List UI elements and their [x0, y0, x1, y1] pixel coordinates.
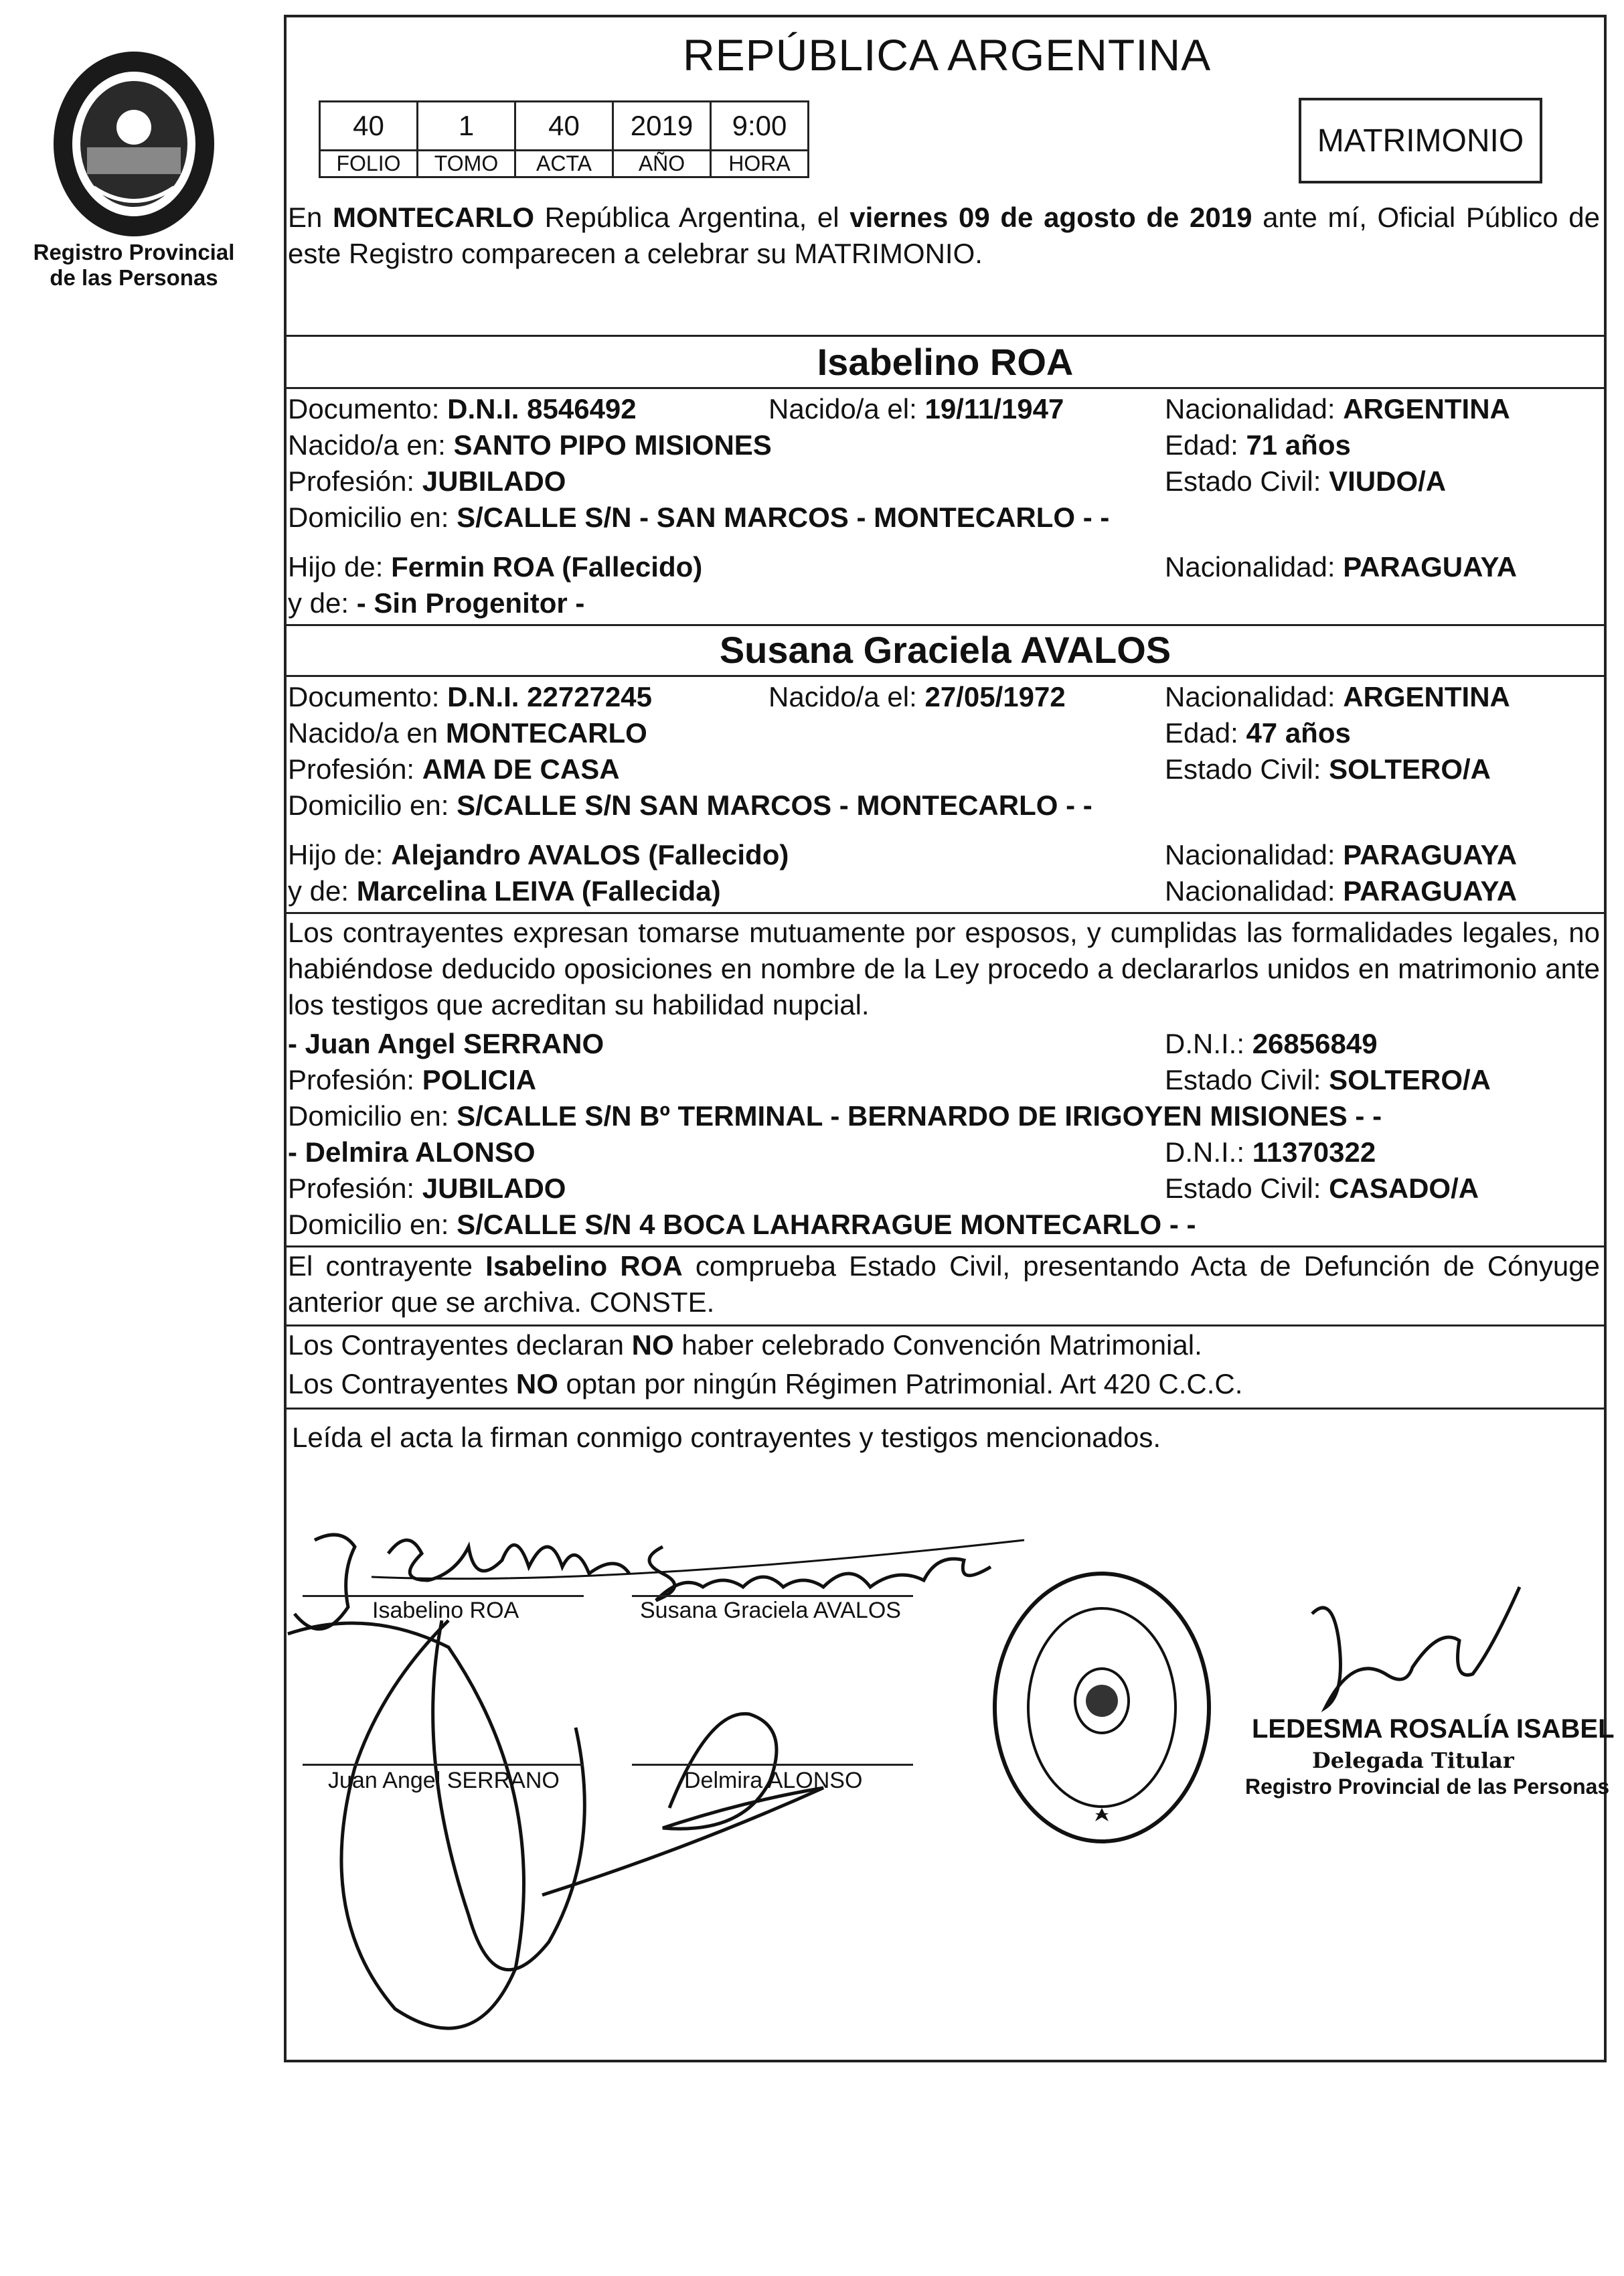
witness1-name: - Juan Angel SERRANO: [288, 1028, 604, 1059]
birthplace-value: MONTECARLO: [445, 717, 647, 749]
address-label: Domicilio en:: [288, 1209, 449, 1240]
nat-value: ARGENTINA: [1343, 393, 1510, 425]
born-label: Nacido/a el:: [768, 681, 917, 712]
note-name: Isabelino ROA: [485, 1250, 683, 1282]
signature-caption-witness2: Delmira ALONSO: [684, 1768, 863, 1793]
year-label: AÑO: [613, 151, 711, 177]
regime-text-2: optan por ningún Régimen Patrimonial. Art 420 C.C.C.: [558, 1368, 1243, 1399]
nat-label: Nacionalidad:: [1165, 681, 1335, 712]
civil-label: Estado Civil:: [1165, 465, 1321, 497]
birthplace-label: Nacido/a en:: [288, 429, 446, 461]
nat-value: PARAGUAYA: [1343, 875, 1518, 907]
civil-value: SOLTERO/A: [1329, 753, 1491, 785]
note-text-2: comprueba Estado Civil, presentando Acta de Defunción de Cónyuge anterior que se archiva. CONSTE.: [288, 1250, 1600, 1318]
doc-label: Documento:: [288, 393, 440, 425]
prof-label: Profesión:: [288, 465, 415, 497]
nat-label: Nacionalidad:: [1165, 875, 1335, 907]
mother-value: Marcelina LEIVA (Fallecida): [356, 875, 721, 907]
folio-label: FOLIO: [320, 151, 418, 177]
nat-label: Nacionalidad:: [1165, 839, 1335, 870]
regime-text-1: Los Contrayentes: [288, 1368, 516, 1399]
time-label: HORA: [711, 151, 809, 177]
father-value: Alejandro AVALOS (Fallecido): [391, 839, 789, 870]
official-name: LEDESMA ROSALÍA ISABEL: [1252, 1714, 1615, 1744]
nat-value: PARAGUAYA: [1343, 839, 1518, 870]
address-value: S/CALLE S/N Bº TERMINAL - BERNARDO DE IRIGOYEN MISIONES - -: [457, 1100, 1382, 1132]
doc-label: Documento:: [288, 681, 440, 712]
birthplace-label: Nacido/a en: [288, 717, 438, 749]
intro-text-2: República Argentina, el: [534, 202, 850, 233]
official-title: Delegada Titular: [1312, 1748, 1514, 1773]
intro-text-1: En: [288, 202, 333, 233]
acta-value: 40: [515, 102, 613, 151]
acta-label: ACTA: [515, 151, 613, 177]
prof-label: Profesión:: [288, 753, 415, 785]
civil-label: Estado Civil:: [1165, 1172, 1321, 1204]
born-value: 19/11/1947: [924, 393, 1064, 425]
convention-text-2: haber celebrado Convención Matrimonial.: [673, 1329, 1202, 1361]
doc-value: D.N.I. 22727245: [447, 681, 652, 712]
prof-label: Profesión:: [288, 1064, 415, 1095]
spouse1-name: Isabelino ROA: [817, 341, 1074, 383]
prof-value: AMA DE CASA: [422, 753, 620, 785]
birthplace-value: SANTO PIPO MISIONES: [453, 429, 772, 461]
address-value: S/CALLE S/N - SAN MARCOS - MONTECARLO - -: [457, 502, 1110, 533]
dni-value: 26856849: [1252, 1028, 1378, 1059]
nat-value: ARGENTINA: [1343, 681, 1510, 712]
signature-line-witness2: [632, 1764, 913, 1766]
tomo-label: TOMO: [418, 151, 515, 177]
prof-value: POLICIA: [422, 1064, 537, 1095]
regime-no: NO: [515, 1368, 558, 1399]
tomo-value: 1: [418, 102, 515, 151]
spouse2-name: Susana Graciela AVALOS: [719, 629, 1171, 671]
witness2-name: - Delmira ALONSO: [288, 1136, 536, 1168]
year-value: 2019: [613, 102, 711, 151]
signature-line-witness1: [303, 1764, 584, 1766]
signature-caption-witness1: Juan Angel SERRANO: [328, 1768, 560, 1793]
convention-text-1: Los Contrayentes declaran: [288, 1329, 632, 1361]
nat-label: Nacionalidad:: [1165, 551, 1335, 583]
mother-label: y de:: [288, 875, 349, 907]
dni-label: D.N.I.:: [1165, 1028, 1245, 1059]
prof-value: JUBILADO: [422, 1172, 566, 1204]
civil-value: SOLTERO/A: [1329, 1064, 1491, 1095]
address-label: Domicilio en:: [288, 1100, 449, 1132]
declaration-paragraph: Los contrayentes expresan tomarse mutuamente por esposos, y cumplidas las formalidades legales, no habiéndose deducido oposiciones en nombre de la Ley procedo a declararlos unidos en matrimonio ante los testigos que acreditan su habilidad nupcial.: [288, 917, 1600, 1020]
registry-stamp-icon: [988, 1567, 1216, 1848]
age-label: Edad:: [1165, 429, 1238, 461]
registry-caption-line2: de las Personas: [50, 265, 218, 290]
civil-value: CASADO/A: [1329, 1172, 1479, 1204]
folio-value: 40: [320, 102, 418, 151]
intro-text-3: ante mí, Oficial Público de este Registro comparecen a celebrar su MATRIMONIO.: [288, 202, 1601, 269]
signature-line-spouse1: [303, 1595, 584, 1597]
dni-label: D.N.I.:: [1165, 1136, 1245, 1168]
signature-caption-spouse2: Susana Graciela AVALOS: [640, 1598, 901, 1623]
intro-place: MONTECARLO: [333, 202, 535, 233]
civil-value: VIUDO/A: [1329, 465, 1447, 497]
born-value: 27/05/1972: [924, 681, 1066, 712]
father-label: Hijo de:: [288, 551, 384, 583]
signature-line-spouse2: [632, 1595, 913, 1597]
civil-label: Estado Civil:: [1165, 753, 1321, 785]
address-value: S/CALLE S/N SAN MARCOS - MONTECARLO - -: [457, 789, 1092, 821]
prof-value: JUBILADO: [422, 465, 566, 497]
father-label: Hijo de:: [288, 839, 384, 870]
country-title: REPÚBLICA ARGENTINA: [683, 30, 1212, 80]
closing-statement: Leída el acta la firman conmigo contrayentes y testigos mencionados.: [292, 1422, 1161, 1453]
signature-caption-spouse1: Isabelino ROA: [372, 1598, 519, 1623]
note-text-1: El contrayente: [288, 1250, 486, 1282]
address-label: Domicilio en:: [288, 789, 449, 821]
dni-value: 11370322: [1252, 1136, 1376, 1168]
address-value: S/CALLE S/N 4 BOCA LAHARRAGUE MONTECARLO - -: [457, 1209, 1196, 1240]
official-institution: Registro Provincial de las Personas: [1245, 1774, 1610, 1799]
mother-label: y de:: [288, 587, 349, 619]
intro-date: viernes 09 de agosto de 2019: [849, 202, 1252, 233]
convention-no: NO: [631, 1329, 674, 1361]
time-value: 9:00: [711, 102, 809, 151]
age-value: 47 años: [1246, 717, 1351, 749]
prof-label: Profesión:: [288, 1172, 415, 1204]
record-type-box: MATRIMONIO: [1299, 98, 1542, 183]
age-value: 71 años: [1246, 429, 1351, 461]
nat-label: Nacionalidad:: [1165, 393, 1335, 425]
mother-value: - Sin Progenitor -: [356, 587, 585, 619]
age-label: Edad:: [1165, 717, 1238, 749]
registry-caption-line1: Registro Provincial: [33, 240, 235, 264]
address-label: Domicilio en:: [288, 502, 449, 533]
civil-label: Estado Civil:: [1165, 1064, 1321, 1095]
born-label: Nacido/a el:: [768, 393, 917, 425]
doc-value: D.N.I. 8546492: [447, 393, 637, 425]
nat-value: PARAGUAYA: [1343, 551, 1518, 583]
father-value: Fermin ROA (Fallecido): [391, 551, 703, 583]
